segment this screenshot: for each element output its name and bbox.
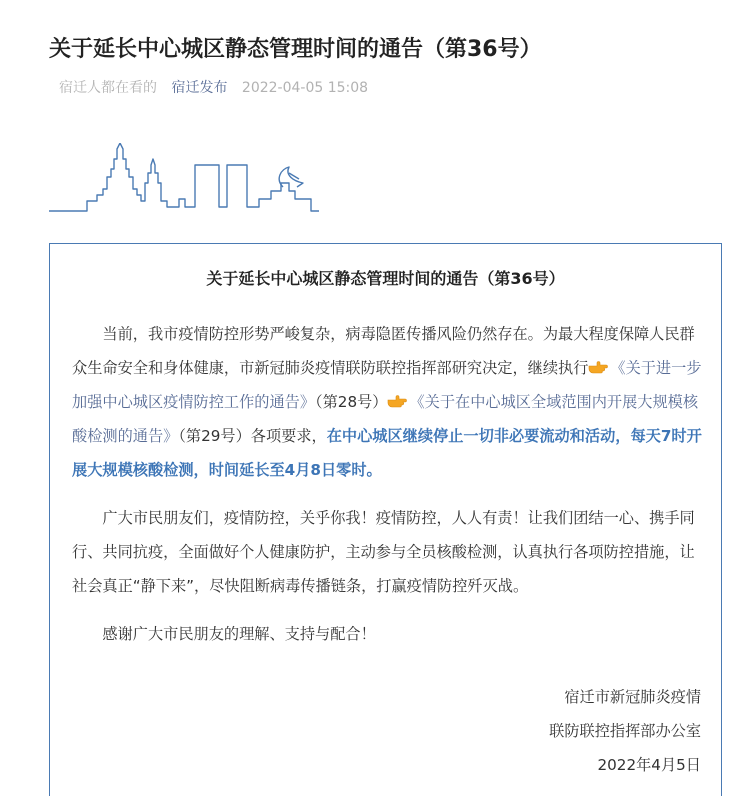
signature-line-1: 宿迁市新冠肺炎疫情	[564, 688, 701, 706]
notice-28-link[interactable]: 《关于进一步加强中心城区疫情防控工作的通告》	[72, 359, 702, 411]
paragraph-2: 广大市民朋友们，疫情防控，关乎你我！疫情防控，人人有责！让我们团结一心、携手同行、共同抗疫，全面做好个人健康防护，主动参与全员核酸检测，认真执行各项防控措施，让社会真正“静下来”，尽快阻断病毒传播链条，打赢疫情防控歼灭战。	[72, 509, 695, 595]
city-skyline-illustration	[49, 143, 319, 215]
account-name-link[interactable]: 宿迁发布	[171, 80, 228, 96]
pointing-hand-icon	[387, 394, 407, 408]
article-author: 宿迁人都在看的	[59, 80, 157, 96]
paragraph-3: 感谢广大市民朋友的理解、支持与配合！	[102, 625, 376, 643]
pointing-hand-icon	[588, 360, 608, 374]
signature-date: 2022年4月5日	[597, 756, 701, 774]
notice-29-link[interactable]: 《关于在中心城区全域范围内开展大规模核酸检测的通告》	[72, 393, 699, 445]
notice-28-number: （第28号）	[315, 393, 388, 411]
notice-panel	[49, 243, 722, 796]
notice-29-number: （第29号）	[178, 427, 251, 445]
highlighted-measures: 在中心城区继续停止一切非必要流动和活动，每天7时开展大规模核酸检测，时间延长至4月8日零时。	[72, 427, 702, 479]
notice-title: 关于延长中心城区静态管理时间的通告（第36号）	[206, 269, 565, 288]
notice-body	[72, 317, 702, 665]
paragraph-1	[72, 317, 702, 487]
publish-date: 2022-04-05 15:08	[241, 80, 369, 96]
signature-block	[549, 680, 701, 782]
article-title: 关于延长中心城区静态管理时间的通告（第36号）	[49, 37, 542, 62]
signature-line-2: 联防联控指挥部办公室	[549, 722, 701, 740]
article-meta	[49, 78, 368, 98]
paragraph-1-mid: 各项要求，	[250, 427, 327, 445]
paragraph-1-intro: 当前，我市疫情防控形势严峻复杂，病毒隐匿传播风险仍然存在。为最大程度保障人民群众生命安全和身体健康，市新冠肺炎疫情联防联控指挥部研究决定，继续执行	[72, 325, 695, 377]
